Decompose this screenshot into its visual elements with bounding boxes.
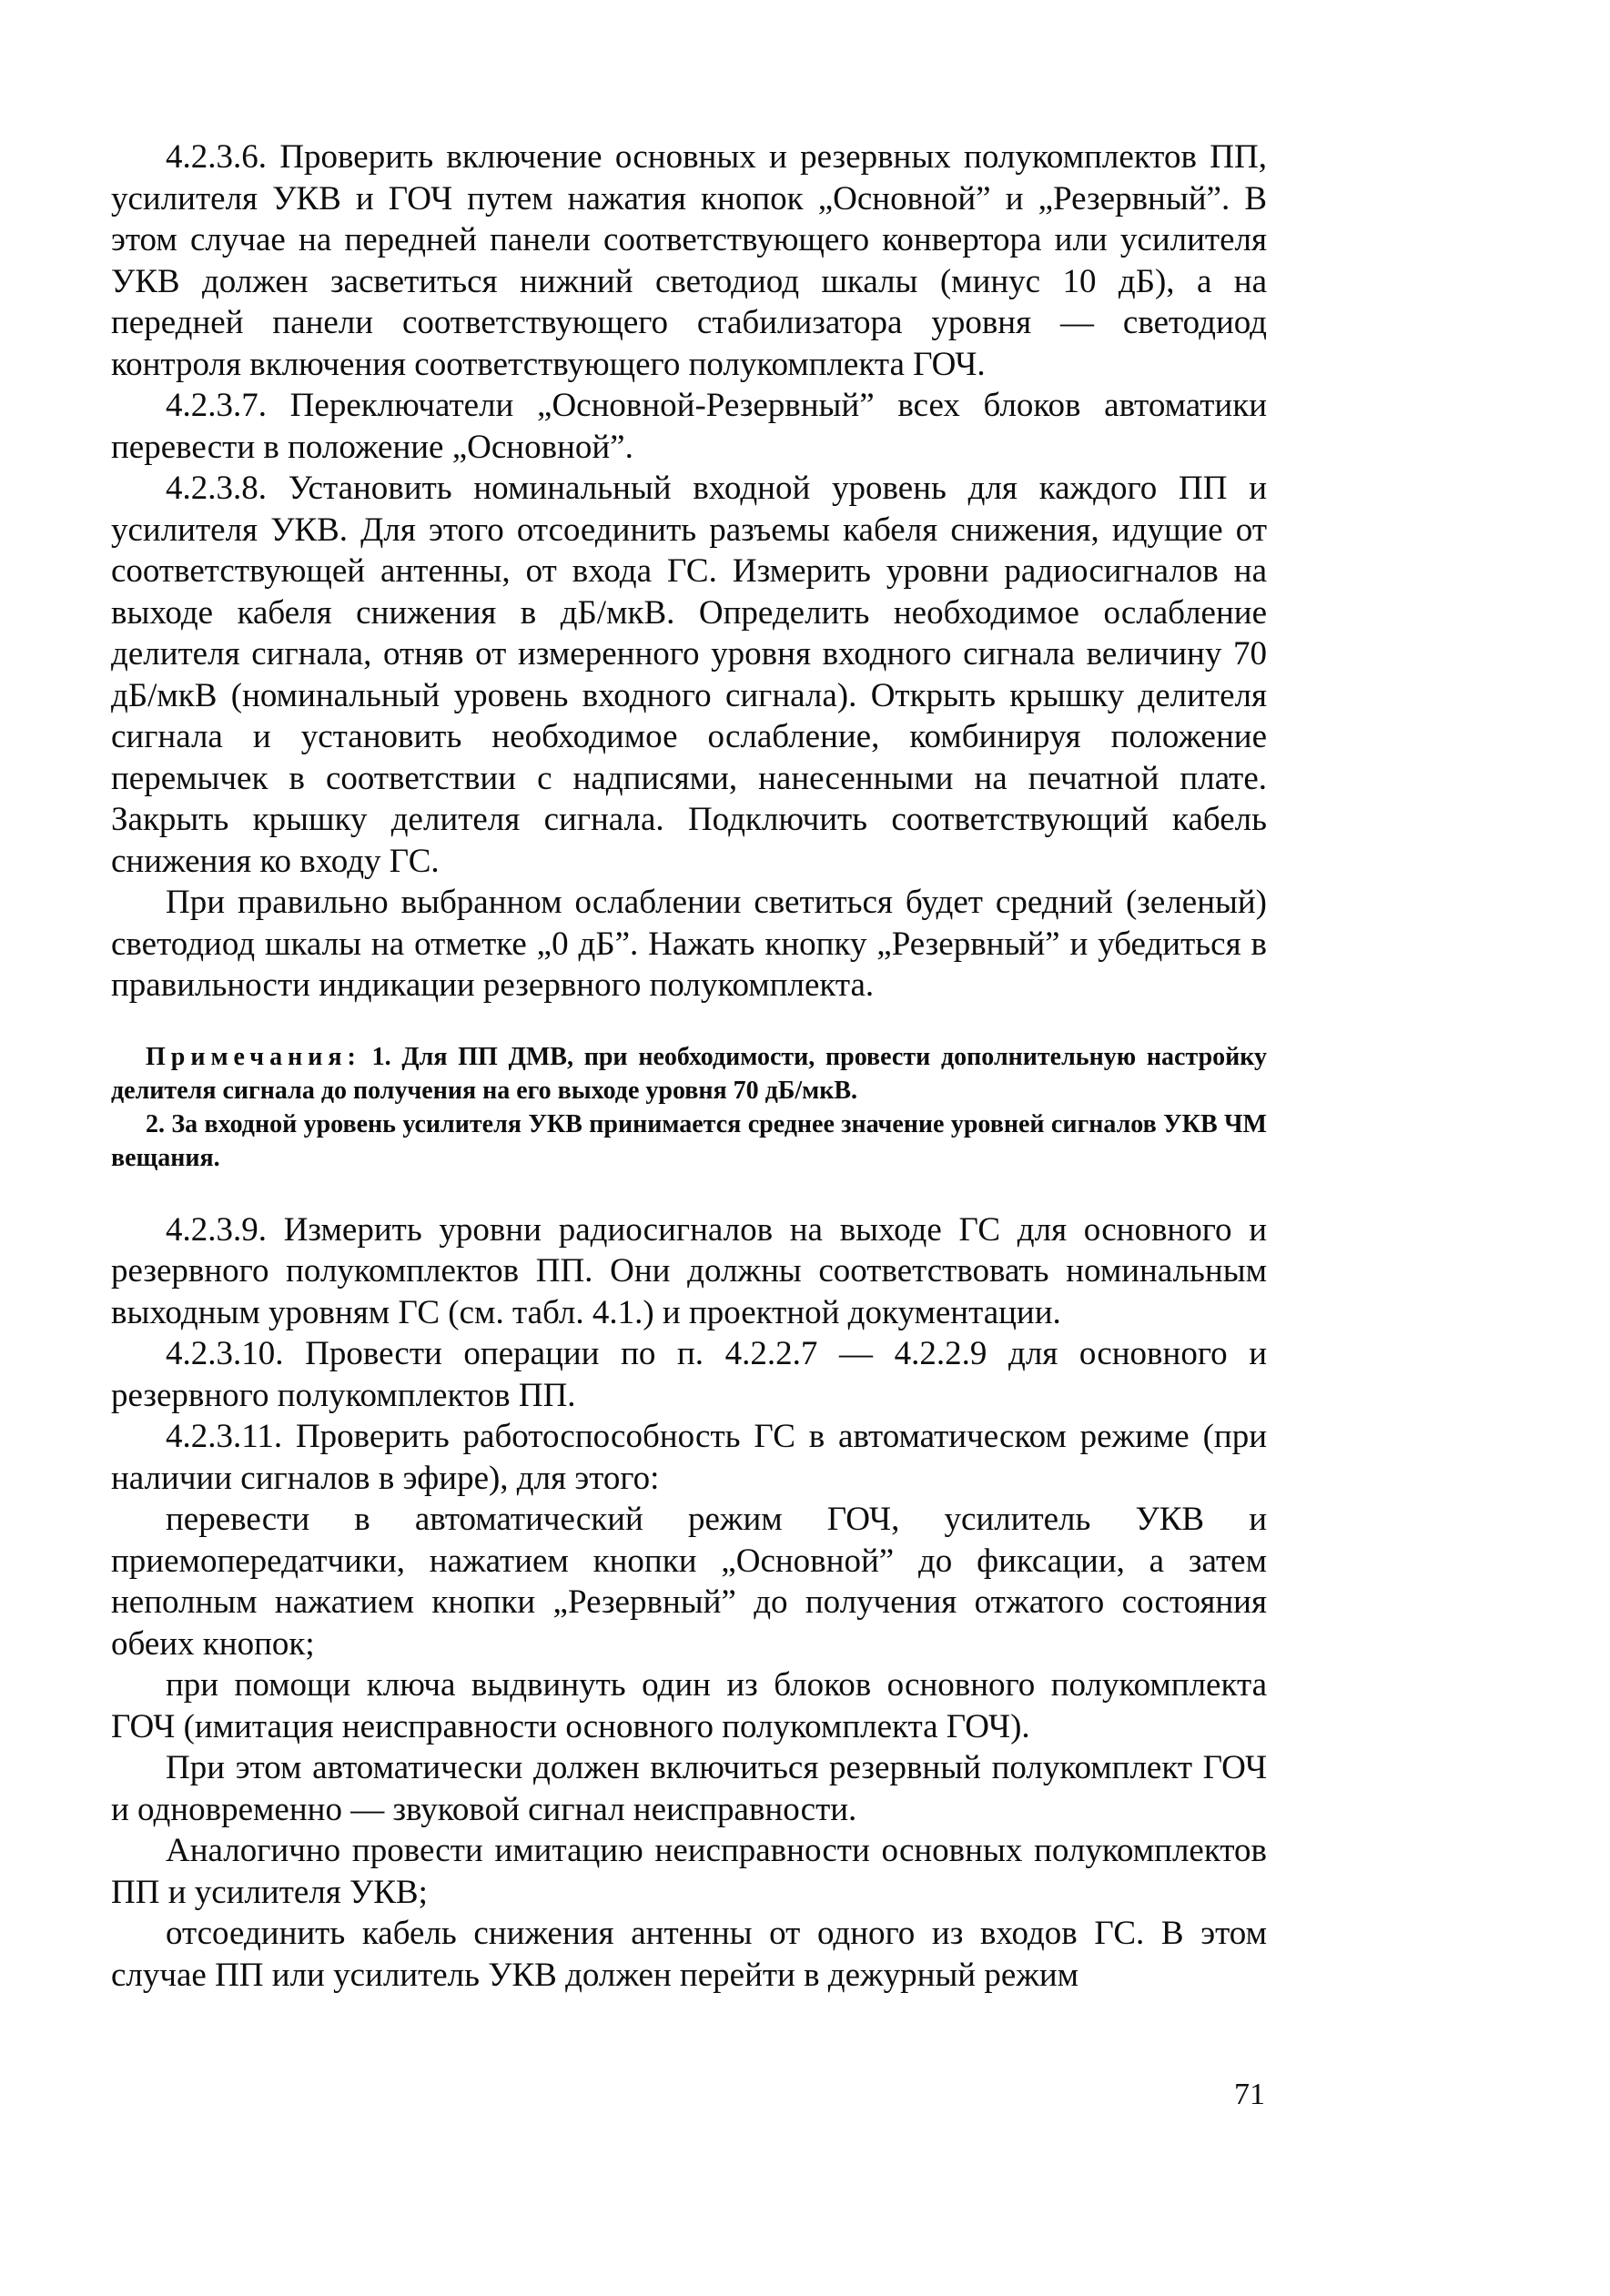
notes-block xyxy=(111,1040,1267,1175)
paragraph-4-2-3-8: 4.2.3.8. Установить номинальный входной уровень для каждого ПП и усилителя УКВ. Для этого отсоединить разъемы кабеля снижения, идущие от соответствующей антенны, от входа ГС. Измерить уровни радиосигналов на выходе кабеля снижения в дБ/мкВ. Определить необходимое ослабление делителя сигнала, отняв от измеренного уровня входного сигнала величину 70 дБ/мкВ (номинальный уровень входного сигнала). Открыть крышку делителя сигнала и установить необходимое ослабление, комбинируя положение перемычек в соответствии с надписями, нанесенными на печатной плате. Закрыть крышку делителя сигнала. Подключить соответствующий кабель снижения ко входу ГС. xyxy=(111,470,1267,880)
paragraph-disconnect-cable: отсоединить кабель снижения антенны от одного из входов ГС. В этом случае ПП или усилитель УКВ должен перейти в дежурный режим xyxy=(111,1915,1267,1994)
paragraph-key-block: при помощи ключа выдвинуть один из блоков основного полукомплекта ГОЧ (имитация неисправности основного полукомплекта ГОЧ). xyxy=(111,1666,1267,1745)
paragraph-automatic-mode: перевести в автоматический режим ГОЧ, усилитель УКВ и приемопередатчики, нажатием кнопки „Основной” до фиксации, а затем неполным нажатием кнопки „Резервный” до получения отжатого состояния обеих кнопок; xyxy=(111,1501,1267,1663)
paragraph-reserve-switch: При этом автоматически должен включиться резервный полукомплект ГОЧ и одновременно — звуковой сигнал неисправности. xyxy=(111,1749,1267,1828)
note-2: 2. За входной уровень усилителя УКВ принимается среднее значение уровней сигналов УКВ ЧМ вещания. xyxy=(111,1109,1267,1172)
paragraph-4-2-3-6: 4.2.3.6. Проверить включение основных и резервных полукомплектов ПП, усилителя УКВ и ГОЧ путем нажатия кнопок „Основной” и „Резервный”. В этом случае на передней панели соответствующего конвертора или усилителя УКВ должен засветиться нижний светодиод шкалы (минус 10 дБ), а на передней панели соответствующего стабилизатора уровня — светодиод контроля включения соответствующего полукомплекта ГОЧ. xyxy=(111,138,1267,383)
paragraph-imitation: Аналогично провести имитацию неисправности основных полукомплектов ПП и усилителя УКВ; xyxy=(111,1832,1267,1911)
note-1 xyxy=(111,1040,1267,1108)
paragraph-4-2-3-11: 4.2.3.11. Проверить работоспособность ГС в автоматическом режиме (при наличии сигналов в эфире), для этого: xyxy=(111,1418,1267,1497)
paragraph-4-2-3-7: 4.2.3.7. Переключатели „Основной-Резервный” всех блоков автоматики перевести в положение „Основной”. xyxy=(111,387,1267,466)
document-page xyxy=(111,137,1267,1996)
paragraph-4-2-3-10: 4.2.3.10. Провести операции по п. 4.2.2.7 — 4.2.2.9 для основного и резервного полукомплектов ПП. xyxy=(111,1335,1267,1414)
paragraph-4-2-3-9: 4.2.3.9. Измерить уровни радиосигналов на выходе ГС для основного и резервного полукомплектов ПП. Они должны соответствовать номинальным выходным уровням ГС (см. табл. 4.1.) и проектной документации. xyxy=(111,1210,1267,1331)
notes-label: Примечания: xyxy=(146,1042,361,1071)
note-1-text: 1. Для ПП ДМВ, при необходимости, провести дополнительную настройку делителя сигнала до получения на его выходе уровня 70 дБ/мкВ. xyxy=(111,1042,1268,1105)
paragraph-correct-attenuation: При правильно выбранном ослаблении светиться будет средний (зеленый) светодиод шкалы на отметке „0 дБ”. Нажать кнопку „Резервный” и убедиться в правильности индикации резервного полукомплекта. xyxy=(111,884,1267,1004)
page-number: 71 xyxy=(1234,2078,1265,2111)
